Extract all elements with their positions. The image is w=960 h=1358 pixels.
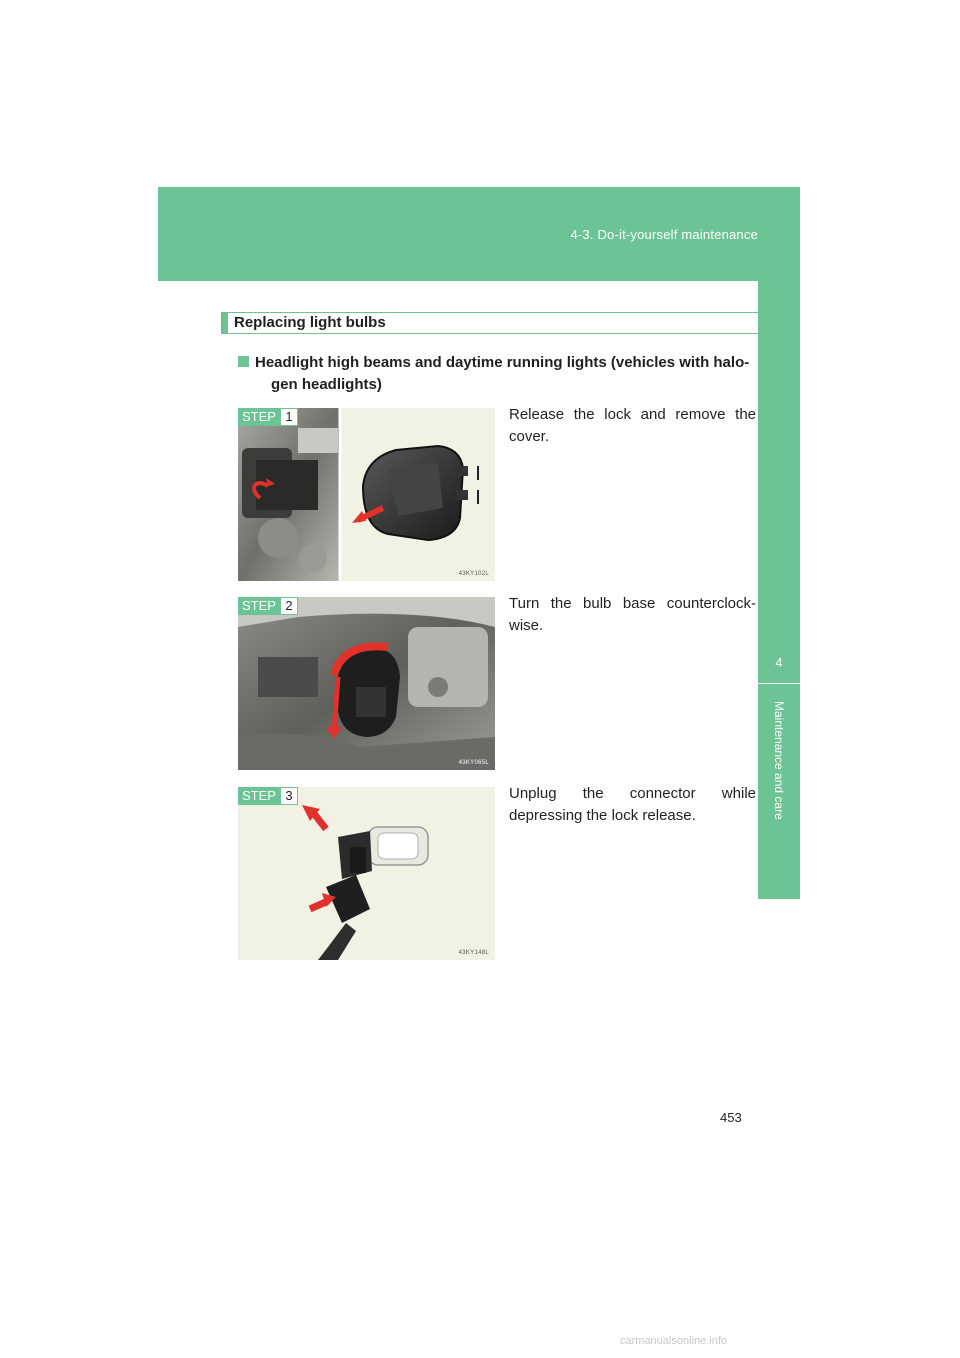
step-1-text: Release the lock and remove the cover. [509,406,756,445]
section-accent [221,312,228,334]
chapter-side-tab [758,281,800,899]
step-1-illustration [238,408,495,581]
sub-heading-line1: Headlight high beams and daytime running lights (vehicles with halo- [255,354,750,371]
step-number: 3 [280,787,298,805]
step-number: 2 [280,597,298,615]
image-code: 43KY102L [458,571,489,577]
step-number: 1 [280,408,298,426]
square-bullet-icon [238,356,249,367]
step-3-label [238,787,298,805]
headlight-cover-illustration [238,408,495,581]
image-code: 43KY065L [458,760,489,766]
step-2-illustration [238,597,495,770]
page-number: 453 [720,1110,742,1125]
chapter-label: Maintenance and care [772,701,786,820]
step-3-illustration [238,787,495,960]
sub-heading-line2: gen headlights) [271,376,382,393]
footer-watermark: carmanualsonline.info [620,1335,728,1347]
chapter-divider [758,683,800,684]
section-title: Replacing light bulbs [234,314,386,331]
step-word: STEP [238,787,280,805]
step-1-label [238,408,298,426]
step-2-label [238,597,298,615]
step-word: STEP [238,408,280,426]
connector-illustration [238,787,495,960]
step-word: STEP [238,597,280,615]
chapter-number: 4 [775,655,783,670]
image-code: 43KY148L [458,950,489,956]
bulb-base-illustration [238,597,495,770]
header-band [158,187,800,281]
step-3-text: Unplug the connector while depressing the lock release. [509,785,756,824]
header-section-title: 4-3. Do-it-yourself maintenance [570,227,758,242]
section-heading-bar [221,312,760,334]
step-2-text: Turn the bulb base counterclock-wise. [509,595,756,634]
sub-heading [238,352,758,396]
